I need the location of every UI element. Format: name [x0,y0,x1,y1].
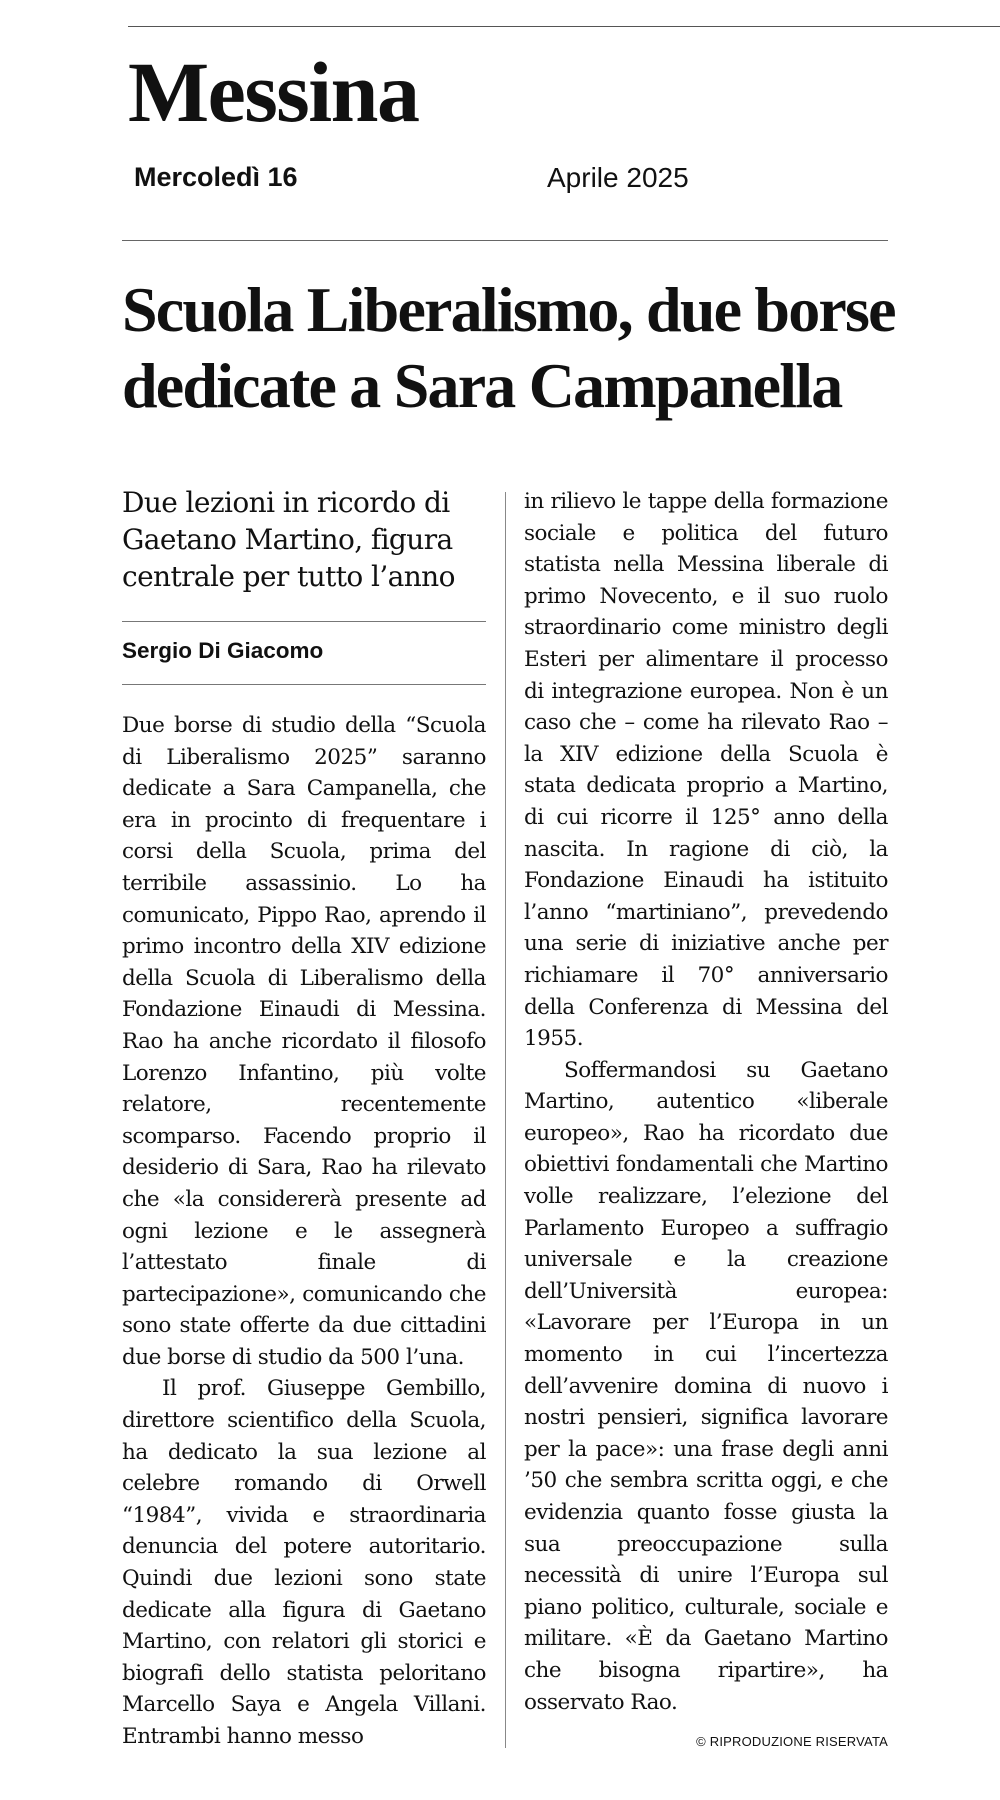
article-paragraph: Il prof. Giuseppe Gembillo, direttore scientifico della Scuola, ha dedicato la sua lezione al celebre romando di Orwell “1984”, vivida e straordinaria denuncia del potere autoritario. Quindi due lezioni sono state dedicate alla figura di Gaetano Martino, con relatori gli storici e biografi dello statista peloritano Marcello Saya e Angela Villani. Entrambi hanno messo [122,1376,486,1749]
copyright-notice: © RIPRODUZIONE RISERVATA [696,1734,888,1749]
article-paragraph: Due borse di studio della “Scuola di Liberalismo 2025” saranno dedicate a Sara Campanella, che era in procinto di frequentare i corsi della Scuola, prima del terribile assassinio. Lo ha comunicato, Pippo Rao, aprendo il primo incontro della XIV edizione della Scuola di Liberalismo della Fondazione Einaudi di Messina. Rao ha anche ricordato il filosofo Lorenzo Infantino, più volte relatore, recentemente scomparso. Facendo proprio il desiderio di Sara, Rao ha rilevato che «la considererà presente ad ogni lezione e le assegnerà l’attestato finale di partecipazione», comunicando che sono state offerte da due cittadini due borse di studio da 500 l’una. [122,713,486,1370]
column-divider [505,492,506,1748]
header-divider [122,240,888,241]
article-column-left [122,710,486,1753]
byline-bottom-rule [122,684,486,685]
top-rule [128,26,1000,27]
article-paragraph: in rilievo le tappe della formazione sociale e politica del futuro statista nella Messina liberale di primo Novecento, e il suo ruolo straordinario come ministro degli Esteri per alimentare il processo di integrazione europea. Non è un caso che – come ha rilevato Rao – la XIV edizione della Scuola è stata dedicata proprio a Martino, di cui ricorre il 125° anno della nascita. In ragione di ciò, la Fondazione Einaudi ha istituito l’anno “martiniano”, prevedendo una serie di iniziative anche per richiamare il 70° anniversario della Conferenza di Messina del 1955. [524,489,888,1052]
section-title: Messina [128,44,419,140]
article-byline: Sergio Di Giacomo [122,638,324,663]
article-column-right [524,486,888,1718]
article-headline: Scuola Liberalismo, due borse dedicate a Sara Campanella [122,274,895,421]
issue-weekday: Mercoledì 16 [134,162,298,192]
article-paragraph: Soffermandosi su Gaetano Martino, autentico «liberale europeo», Rao ha ricordato due obiettivi fondamentali che Martino volle realizzare, l’elezione del Parlamento Europeo a suffragio universale e la creazione dell’Università europea: «Lavorare per l’Europa in un momento in cui l’incertezza dell’avvenire domina di nuovo i nostri pensieri, significa lavorare per la pace»: una frase degli anni ’50 che sembra scritta oggi, e che evidenzia quanto fosse giusta la sua preoccupazione sulla necessità di unire l’Europa sul piano politico, culturale, sociale e militare. «È da Gaetano Martino che bisogna ripartire», ha osservato Rao. [524,1057,888,1715]
issue-month-year: Aprile 2025 [547,162,689,193]
byline-top-rule [122,621,486,622]
article-subheadline: Due lezioni in ricordo di Gaetano Martino, figura centrale per tutto l’anno [122,486,455,593]
